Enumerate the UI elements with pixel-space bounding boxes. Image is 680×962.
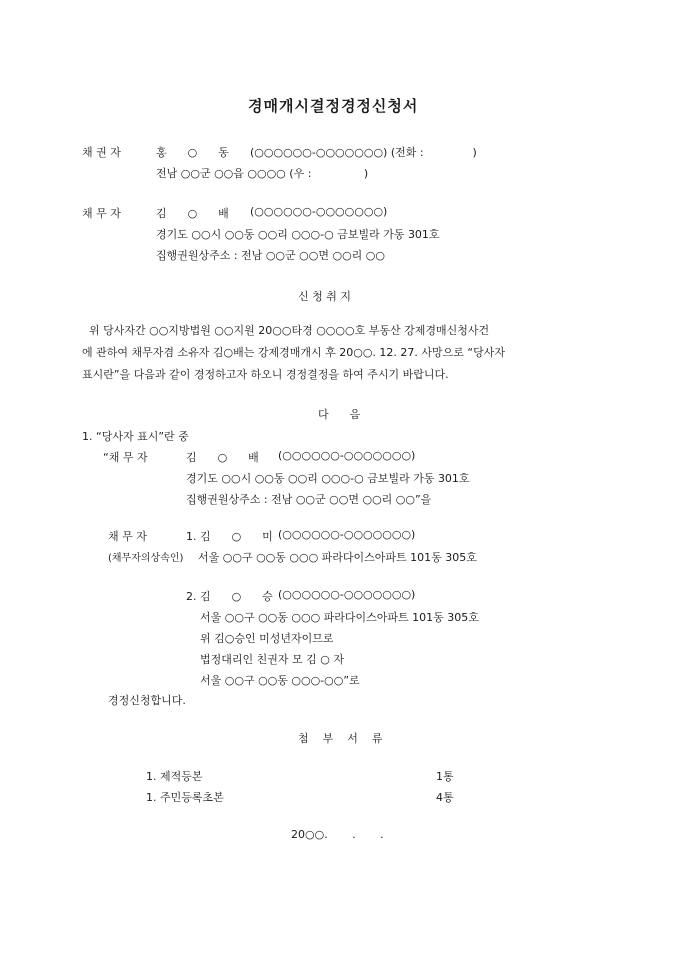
debtor-id: (○○○○○○-○○○○○○○): [250, 205, 388, 218]
old-debtor-label: “채 무 자: [103, 451, 148, 464]
document-date: 20○○. . .: [291, 828, 384, 841]
next-heading: 다 음: [318, 408, 361, 421]
attachment-name: 1. 제적등본: [146, 770, 203, 783]
purpose-line: 에 관하여 채무자겸 소유자 김○배는 강제경매개시 후 20○○. 12. 27. 사망으로 “당사자: [82, 346, 505, 359]
old-debtor-name: 김 ○ 배: [186, 451, 259, 464]
debtor-address: 경기도 ○○시 ○○동 ○○리 ○○○-○ 금보빌라 가동 301호: [156, 228, 440, 241]
guardian-address: 서울 ○○구 ○○동 ○○○-○○”로: [200, 674, 360, 687]
attachment-count: 1통: [436, 770, 454, 783]
old-debtor-id: (○○○○○○-○○○○○○○): [278, 449, 416, 462]
creditor-name: 홍 ○ 동: [156, 146, 229, 159]
heir-2-address: 서울 ○○구 ○○동 ○○○ 파라다이스아파트 101동 305호: [200, 611, 479, 624]
old-debtor-address: 경기도 ○○시 ○○동 ○○리 ○○○-○ 금보빌라 가동 301호: [186, 472, 470, 485]
debtor-name: 김 ○ 배: [156, 207, 229, 220]
heir-1-name: 1. 김 ○ 미: [186, 530, 273, 543]
old-debtor-execution-address: 집행권원상주소 : 전남 ○○군 ○○면 ○○리 ○○”을: [186, 493, 432, 506]
closing-statement: 경정신청합니다.: [108, 694, 186, 707]
heir-2-name: 2. 김 ○ 승: [186, 590, 273, 603]
purpose-paragraph: [82, 320, 602, 386]
heir-2-id: (○○○○○○-○○○○○○○): [278, 588, 416, 601]
new-debtor-label: 채 무 자: [108, 530, 147, 543]
attachment-count: 4통: [436, 791, 454, 804]
creditor-address: 전남 ○○군 ○○읍 ○○○○ (우 : ): [156, 167, 369, 180]
attachment-name: 1. 주민등록초본: [146, 791, 224, 804]
document-title: 경매개시결정경정신청서: [248, 97, 419, 115]
item-1-heading: 1. “당사자 표시”란 중: [82, 430, 189, 443]
heir-1-id: (○○○○○○-○○○○○○○): [278, 528, 416, 541]
successor-tag: (채무자의상속인): [108, 553, 184, 564]
attachments-heading: 첨 부 서 류: [298, 732, 383, 745]
minor-note: 위 김○승인 미성년자이므로: [200, 632, 334, 645]
creditor-id: (○○○○○○-○○○○○○○) (전화 : ): [250, 146, 477, 159]
purpose-line: 위 당사자간 ○○지방법원 ○○지원 20○○타경 ○○○○호 부동산 강제경매신청사건: [82, 324, 490, 337]
debtor-execution-address: 집행권원상주소 : 전남 ○○군 ○○면 ○○리 ○○: [156, 249, 385, 262]
purpose-line: 표시란”을 다음과 같이 경정하고자 하오니 경정결정을 하여 주시기 바랍니다.: [82, 368, 449, 381]
debtor-label: 채 무 자: [82, 207, 121, 220]
creditor-label: 채 권 자: [82, 146, 121, 159]
purpose-heading: 신 청 취 지: [298, 290, 351, 303]
guardian-info: 법정대리인 친권자 모 김 ○ 자: [200, 653, 344, 666]
heir-1-address: 서울 ○○구 ○○동 ○○○ 파라다이스아파트 101동 305호: [198, 551, 477, 564]
